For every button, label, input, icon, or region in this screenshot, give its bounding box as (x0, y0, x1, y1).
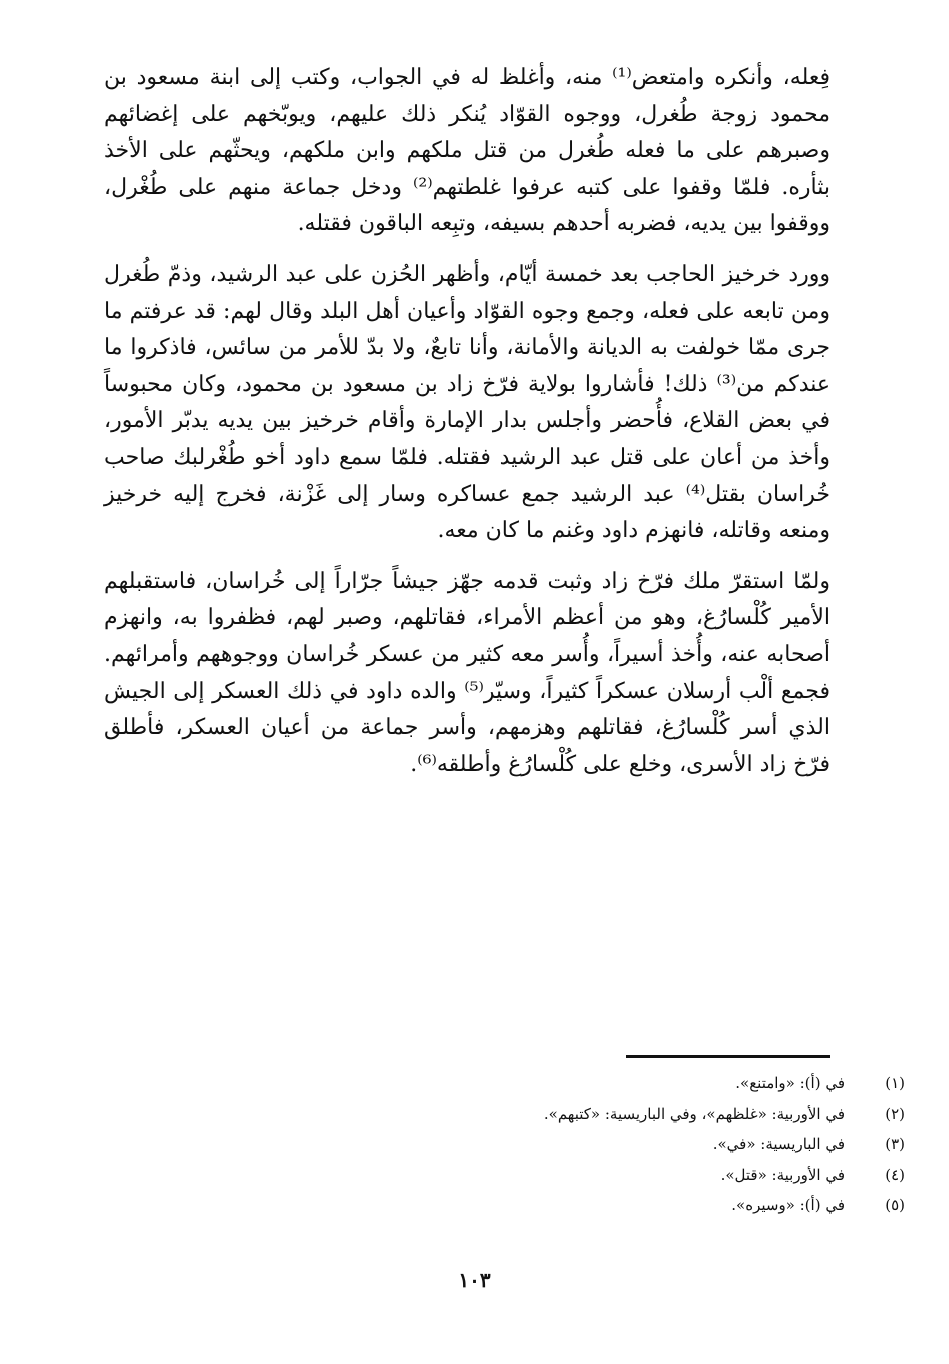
footnote-number: (٢) (885, 1104, 905, 1123)
footnote-number: (١) (885, 1074, 905, 1092)
footnote-text: في الأوربية: «غلظهم»، وفي الباريسية: «كتبهم». (543, 1104, 845, 1123)
paragraph-1: فِعله، وأنكره وامتعض⁽¹⁾ منه، وأغلظ له في الجواب، وكتب إلى ابنة مسعود بن محمود زوجة طُغرل، ووجوه القوّاد يُنكر ذلك عليهم، ويوبّخهم على إغضائهم وصبرهم على ما فعله طُغرل من قتل ملكهم وابن ملكهم، ويحثّهم على الأخذ بثأره. فلمّا وقفوا على كتبه عرفوا غلطتهم⁽²⁾ ودخل جماعة منهم على طُغْرل، ووقفوا بين يديه، فضربه أحدهم بسيفه، وتبِعه الباقون فقتله. (104, 65, 831, 237)
footnote-number: (٣) (885, 1135, 905, 1153)
footnote-text: في (أ): «وامتنع». (735, 1074, 845, 1092)
page-number: ١٠٣ (458, 1268, 491, 1292)
footnote-text: في (أ): «وسيره». (731, 1196, 845, 1214)
footnote-number: (٤) (885, 1165, 905, 1184)
main-text (104, 60, 830, 797)
footnote-item (300, 1068, 905, 1099)
footnote-text: في الباريسية: «في». (712, 1135, 845, 1153)
footnote-item (300, 1129, 905, 1160)
footnote-number: (٥) (885, 1196, 905, 1214)
footnote-item (300, 1099, 905, 1130)
paragraph-3: ولمّا استقرّ ملك فرّخ زاد وثبت قدمه جهّز جيشاً جرّاراً إلى خُراسان، فاستقبلهم الأمير كُلْسارُغ، وهو من أعظم الأمراء، فقاتلهم، وصبر لهم، فظفروا به، وانهزم أصحابه عنه، وأُخذ أسيراً، وأُسر معه كثير من عسكر خُراسان ووجوههم وأمرائهم. فجمع ألْب أرسلان عسكراً كثيراً، وسيّر⁽⁵⁾ والده داود في ذلك العسكر إلى الجيش الذي أسر كُلْسارُغ، فقاتلهم وهزمهم، وأسر جماعة من أعيان العسكر، فأطلق فرّخ زاد الأسرى، وخلع على كُلْسارُغ وأطلقه⁽⁶⁾. (104, 568, 830, 777)
footnotes-list (300, 1068, 905, 1221)
paragraph-2: وورد خرخيز الحاجب بعد خمسة أيّام، وأظهر الحُزن على عبد الرشيد، وذمّ طُغرل ومن تابعه على فعله، وجمع وجوه القوّاد وأعيان أهل البلد وقال لهم: قد عرفتم ما جرى ممّا خولفت به الديانة والأمانة، وأنا تابعٌ، ولا بدّ للأمر من سائس، فاذكروا ما عندكم من⁽³⁾ ذلك! فأشاروا بولاية فرّخ زاد بن مسعود بن محمود، وكان محبوساً في بعض القلاع، فأُحضر وأجلس بدار الإمارة وأقام خرخيز بين يديه يدبّر الأمور، وأخذ من أعان على قتل عبد الرشيد فقتله. فلمّا سمع داود أخو طُغْرلبك صاحب خُراسان بقتل⁽⁴⁾ عبد الرشيد جمع عساكره وسار إلى غَزْنة، فخرج إليه خرخيز ومنعه وقاتله، فانهزم داود وغنم ما كان معه. (104, 261, 831, 544)
footnote-item (300, 1160, 905, 1191)
footnote-divider (626, 1055, 830, 1058)
footnote-text: في الأوربية: «قتل». (720, 1165, 845, 1184)
footnote-item (300, 1190, 905, 1221)
